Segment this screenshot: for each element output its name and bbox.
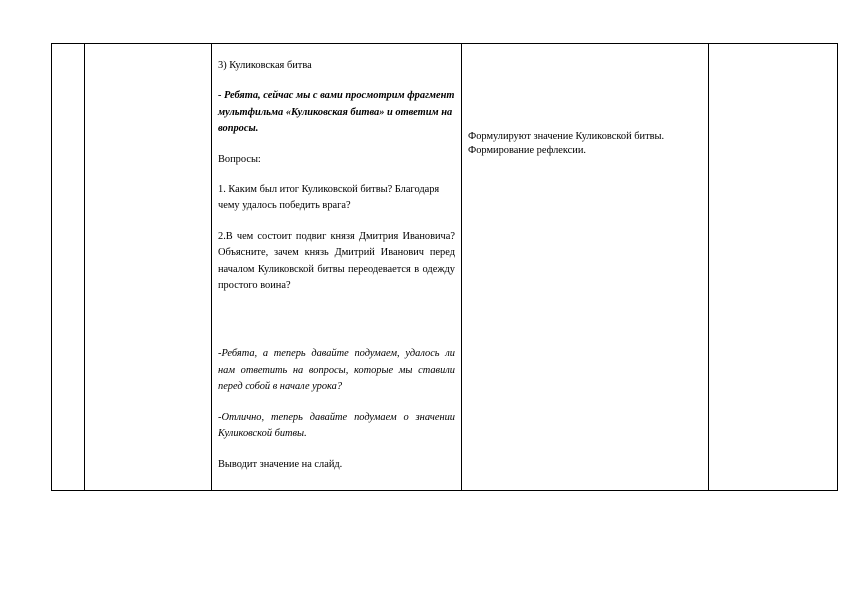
lesson-plan-table: [51, 43, 838, 491]
questions-label: Вопросы:: [218, 153, 261, 165]
stage-number-cell: [52, 44, 85, 491]
stage-name-cell: [85, 44, 212, 491]
student-line-1: Формулируют значение Куликовской битвы.: [468, 131, 665, 142]
reflection-significance: -Отлично, теперь давайте подумаем о значении Куликовской битвы.: [218, 411, 455, 440]
slide-note: Выводит значение на слайд.: [218, 458, 343, 470]
intro-text: - Ребята, сейчас мы с вами просмотрим фрагмент мультфильма «Куликовская битва» и ответим на вопросы.: [218, 90, 455, 135]
student-activity-cell: [462, 44, 709, 491]
student-line-2: Формирование рефлексии.: [468, 145, 587, 156]
table-row: [52, 44, 838, 491]
question-2: 2.В чем состоит подвиг князя Дмитрия Ивановича? Объясните, зачем князь Дмитрий Иванович перед началом Куликовской битвы переодевается в одежду простого воина?: [218, 230, 455, 292]
notes-cell: [709, 44, 838, 491]
teacher-activity-cell: [212, 44, 462, 491]
question-1: 1. Каким был итог Куликовской битвы? Благодаря чему удалось победить врага?: [218, 184, 440, 212]
section-title: 3) Куликовская битва: [218, 60, 312, 71]
reflection-question: -Ребята, а теперь давайте подумаем, удалось ли нам ответить на вопросы, которые мы ставили перед собой в начале урока?: [218, 348, 455, 393]
